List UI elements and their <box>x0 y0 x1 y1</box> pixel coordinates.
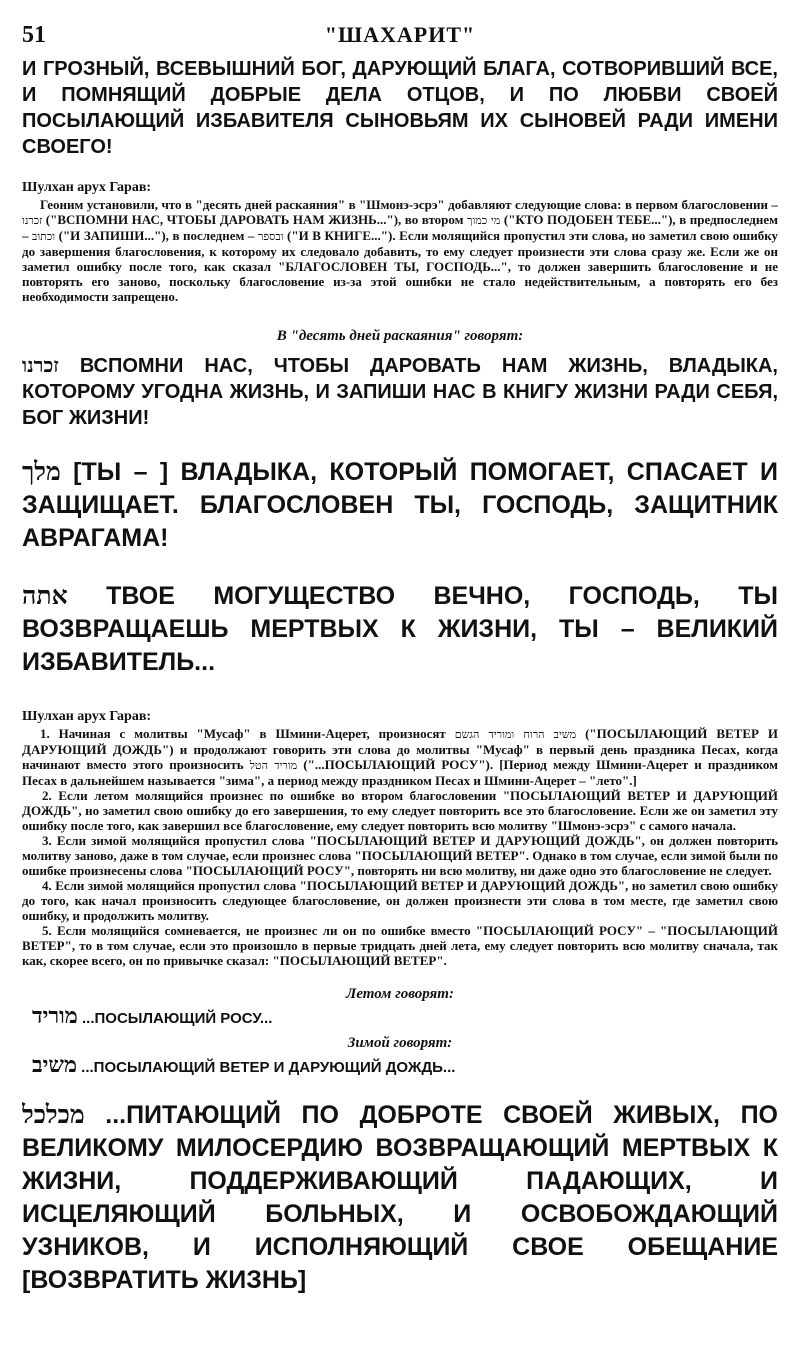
rubric-summer: Летом говорят: <box>346 986 454 1002</box>
commentary-1-hebrew-4: ובספר <box>257 230 284 243</box>
prayer-block-4 <box>22 579 778 679</box>
rubric-ten-days: В "десять дней раскаяния" говорят: <box>276 328 524 344</box>
prayer-block-1-text: И ГРОЗНЫЙ, ВСЕВЫШНИЙ БОГ, ДАРУЮЩИЙ БЛАГА, СОТВОРИВШИЙ ВСЕ, И ПОМНЯЩИЙ ДОБРЫЕ ДЕЛА ОТЦОВ, И ПО ЛЮБВИ СВОЕЙ ПОСЫЛАЮЩИЙ ИЗБАВИТЕЛЯ СЫНОВЬЯМ ИХ СЫНОВЕЙ РАДИ ИМЕНИ СВОЕГО! <box>22 58 778 158</box>
commentary-1-paragraph <box>22 197 778 304</box>
prayer-block-3-hebrew: מלך <box>22 457 61 486</box>
winter-line-text: ...ПОСЫЛАЮЩИЙ ВЕТЕР И ДАРУЮЩИЙ ДОЖДЬ... <box>81 1059 456 1076</box>
commentary-1-part1: Геоним установили, что в "десять дней раскаяния" в "Шмонэ-эсрэ" добавляют следующие слова: в первом благословении – <box>40 197 778 212</box>
commentary-1-hebrew-2: מי כמוך <box>467 214 501 227</box>
rubric-winter: Зимой говорят: <box>347 1035 453 1051</box>
commentary-1 <box>22 180 778 304</box>
winter-line-hebrew: משיב <box>32 1052 77 1078</box>
winter-line <box>22 1053 778 1080</box>
running-head <box>22 20 778 56</box>
commentary-2-item-1-b: ("ПОСЫЛАЮЩИЙ ВЕТЕР И ДАРУЮЩИЙ ДОЖДЬ") и продолжают говорить эти слова до молитвы "Мусаф" в первый день праздника Песах, когда начинают вместо этого произносить <box>22 726 778 772</box>
commentary-2-item-5: 5. Если молящийся сомневается, не произнес ли он по ошибке вместо "ПОСЫЛАЮЩИЙ РОСУ" – "ПОСЫЛАЮЩИЙ ВЕТЕР", то в том случае, если это произошло в первые тридцать дней лета, ему следует повторить всю молитву сначала, так как, скорее всего, он по привычке сказал: "ПОСЫЛАЮЩИЙ ВЕТЕР". <box>22 923 778 968</box>
commentary-1-part5: ("И В КНИГЕ..."). Если молящийся пропустил эти слова, но заметил свою ошибку до завершения благословения, к которому их следовало добавить, то ему следует произнести эти слова сразу же. Если же он заметил ошибку после того, как сказал "БЛАГОСЛОВЕН ТЫ, ГОСПОДЬ...", то должен завершить благословение и не повторять его заново, поскольку благословение из-за этой ошибки не стало недействительным, а повторять его без необходимости запрещено. <box>22 228 778 304</box>
prayer-block-2 <box>22 352 778 431</box>
prayer-block-5-text: ...ПИТАЮЩИЙ ПО ДОБРОТЕ СВОЕЙ ЖИВЫХ, ПО ВЕЛИКОМУ МИЛОСЕРДИЮ ВОЗВРАЩАЮЩИЙ МЕРТВЫХ К ЖИЗНИ, ПОДДЕРЖИВАЮЩИЙ ПАДАЮЩИХ, И ИСЦЕЛЯЮЩИЙ БОЛЬНЫХ, И ОСВОБОЖДАЮЩИЙ УЗНИКОВ, И ИСПОЛНЯЮЩИЙ СВОЕ ОБЕЩАНИЕ [ВОЗВРАТИТЬ ЖИЗНЬ] <box>22 1101 778 1294</box>
prayer-block-2-hebrew: זכרנו <box>22 353 59 377</box>
prayer-block-5 <box>22 1098 778 1297</box>
page-title: "ШАХАРИТ" <box>324 22 476 47</box>
prayer-block-4-hebrew: אתה <box>22 581 68 610</box>
prayer-block-4-text: ТВОЕ МОГУЩЕСТВО ВЕЧНО, ГОСПОДЬ, ТЫ ВОЗВРАЩАЕШЬ МЕРТВЫХ К ЖИЗНИ, ТЫ – ВЕЛИКИЙ ИЗБАВИТЕЛЬ... <box>22 582 778 676</box>
commentary-2-item-3: 3. Если зимой молящийся пропустил слова "ПОСЫЛАЮЩИЙ ВЕТЕР И ДАРУЮЩИЙ ДОЖДЬ", он должен повторить молитву заново, даже в том случае, если произнес слова "ПОСЫЛАЮЩИЙ ВЕТЕР". Однако в том случае, если зимой были по ошибке произнесены слова "ПОСЫЛАЮЩИЙ РОСУ", повторять ни всю молитву, ни даже одно это благословение не следует. <box>22 833 778 878</box>
commentary-1-hebrew-3: וכתוב <box>32 230 56 243</box>
prayer-block-1 <box>22 56 778 160</box>
commentary-2-item-2: 2. Если летом молящийся произнес по ошибке во втором благословении "ПОСЫЛАЮЩИЙ ВЕТЕР И ДАРУЮЩИЙ ДОЖДЬ", но заметил свою ошибку до его завершения, то ему следует повторить все это благословение. Если же он заметил эту ошибку после того, как завершил все благословение, ему следует повторить всю молитву "Шмонэ-эсрэ" с самого начала. <box>22 788 778 833</box>
prayer-block-3-text: [ТЫ – ] ВЛАДЫКА, КОТОРЫЙ ПОМОГАЕТ, СПАСАЕТ И ЗАЩИЩАЕТ. БЛАГОСЛОВЕН ТЫ, ГОСПОДЬ, ЗАЩИТНИК АВРАГАМА! <box>22 458 778 552</box>
summer-line-text: ...ПОСЫЛАЮЩИЙ РОСУ... <box>82 1010 273 1027</box>
commentary-2 <box>22 709 778 968</box>
commentary-1-part3: ("КТО ПОДОБЕН ТЕБЕ..."), в предпоследнем – <box>22 212 778 243</box>
commentary-2-item-4: 4. Если зимой молящийся пропустил слова "ПОСЫЛАЮЩИЙ ВЕТЕР И ДАРУЮЩИЙ ДОЖДЬ", но заметил свою ошибку до того, как начал произносить следующее благословение, он должен произнести эти слова в том месте, где заметил свою ошибку, и продолжить молитву. <box>22 878 778 923</box>
summer-line-hebrew: מוריד <box>32 1003 78 1029</box>
commentary-2-item-1-hebrew-1: משיב הרוח ומוריד הגשם <box>454 728 577 741</box>
commentary-2-item-1-c: ("...ПОСЫЛАЮЩИЙ РОСУ"). [Период между Шмини-Ацерет и праздником Песах в дальнейшем называется "зима", а период между праздником Песах и Шмини-Ацерет – "лето".] <box>22 757 778 788</box>
summer-line <box>22 1004 778 1031</box>
commentary-2-item-1-hebrew-2: מוריד הטל <box>249 759 298 772</box>
commentary-1-title: Шулхан арух Гарав: <box>22 180 152 195</box>
commentary-1-part2: ("ВСПОМНИ НАС, ЧТОБЫ ДАРОВАТЬ НАМ ЖИЗНЬ..."), во втором <box>45 212 464 227</box>
commentary-1-hebrew-1: זכרנו <box>22 214 43 227</box>
prayer-block-3 <box>22 455 778 555</box>
commentary-1-part4: ("И ЗАПИШИ..."), в последнем – <box>58 228 255 243</box>
commentary-2-title: Шулхан арух Гарав: <box>22 709 152 724</box>
book-page <box>22 20 778 1326</box>
commentary-2-item-1 <box>22 726 778 788</box>
prayer-block-2-text: ВСПОМНИ НАС, ЧТОБЫ ДАРОВАТЬ НАМ ЖИЗНЬ, ВЛАДЫКА, КОТОРОМУ УГОДНА ЖИЗНЬ, И ЗАПИШИ НАС В КНИГУ ЖИЗНИ РАДИ СЕБЯ, БОГ ЖИЗНИ! <box>22 355 778 429</box>
commentary-2-item-1-a: 1. Начиная с молитвы "Мусаф" в Шмини-Ацерет, произносят <box>40 726 446 741</box>
prayer-block-5-hebrew: מכלכל <box>22 1100 85 1129</box>
page-number: 51 <box>22 22 46 48</box>
